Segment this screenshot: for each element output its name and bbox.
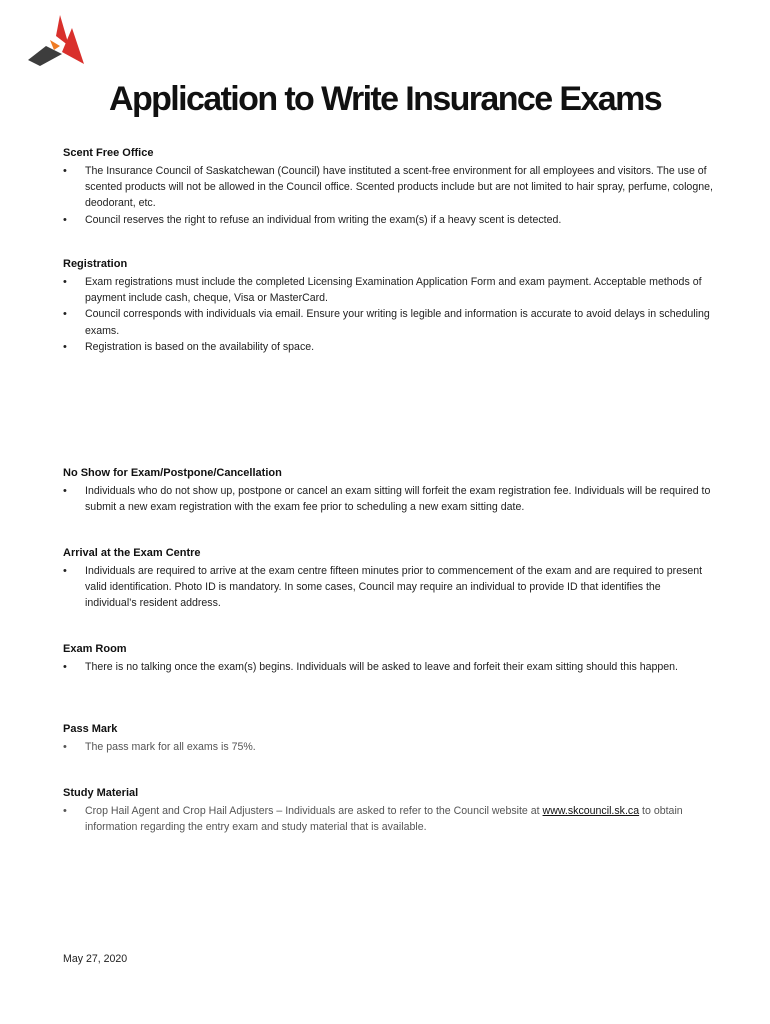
section-arrival <box>63 545 713 612</box>
section-heading: Pass Mark <box>63 723 118 735</box>
list-item: • Individuals who do not show up, postpone or cancel an exam sitting will forfeit the exam registration fee. Individuals will be required to submit a new exam registration with the exam fee prior to scheduling a new exam sitting date. <box>63 483 713 515</box>
list-item: • There is no talking once the exam(s) begins. Individuals will be asked to leave and forfeit their exam sitting should this happen. <box>63 659 713 675</box>
section-heading: Exam Room <box>63 643 127 655</box>
section-exam-room <box>63 641 713 675</box>
study-text-before: Crop Hail Agent and Crop Hail Adjusters – Individuals are asked to refer to the Council website at <box>85 805 543 817</box>
list-item <box>63 803 713 835</box>
page-title: Application to Write Insurance Exams <box>108 80 662 118</box>
section-heading: Scent Free Office <box>63 147 154 159</box>
section-registration <box>63 256 713 355</box>
list-item: • Individuals are required to arrive at the exam centre fifteen minutes prior to commencement of the exam and are required to present valid identification. Photo ID is mandatory. In some cases, Council may require an individual to provide ID that identifies the individual’s resident address. <box>63 563 713 612</box>
list-item: • The Insurance Council of Saskatchewan (Council) have instituted a scent-free environment for all employees and visitors. The use of scented products will not be allowed in the Council office. Scented products include but are not limited to hair spray, perfume, cologne, deodorant, etc. <box>63 163 713 212</box>
study-text-after: to obtain information regarding the entry exam and study material that is available. <box>85 805 683 834</box>
section-no-show <box>63 465 713 515</box>
section-heading: Study Material <box>63 787 139 799</box>
footer-date: May 27, 2020 <box>63 953 128 965</box>
section-scent-free <box>63 145 713 228</box>
section-heading: Registration <box>63 258 128 270</box>
council-logo-icon <box>26 12 92 66</box>
list-item: • Exam registrations must include the completed Licensing Examination Application Form and exam payment. Acceptable methods of payment include cash, cheque, Visa or MasterCard. <box>63 274 713 306</box>
list-item: • Registration is based on the availability of space. <box>63 339 713 355</box>
list-item: • Council reserves the right to refuse an individual from writing the exam(s) if a heavy scent is detected. <box>63 212 713 228</box>
list-item: • The pass mark for all exams is 75%. <box>63 739 713 755</box>
section-pass-mark <box>63 721 713 755</box>
section-study-material <box>63 785 713 835</box>
council-website-link[interactable]: www.skcouncil.sk.ca <box>542 805 640 817</box>
section-heading: No Show for Exam/Postpone/Cancellation <box>63 467 282 479</box>
section-heading: Arrival at the Exam Centre <box>63 547 201 559</box>
list-item: • Council corresponds with individuals via email. Ensure your writing is legible and information is accurate to avoid delays in scheduling exams. <box>63 306 713 338</box>
